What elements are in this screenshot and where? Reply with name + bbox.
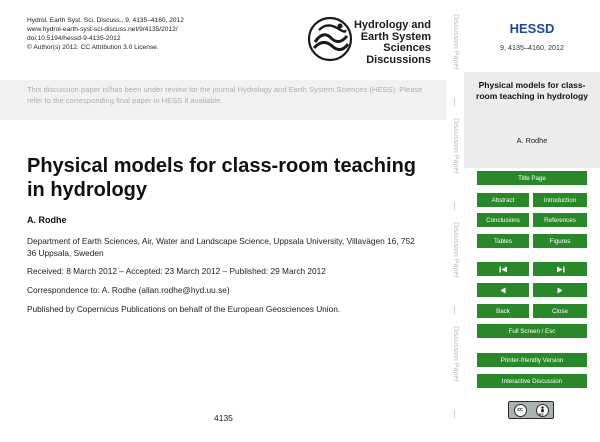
side-label: Discussion Paper: [452, 222, 461, 278]
citation-license: © Author(s) 2012. CC Attribution 3.0 License.: [27, 44, 159, 51]
conclusions-button[interactable]: Conclusions: [477, 213, 529, 227]
tables-button[interactable]: Tables: [477, 234, 529, 248]
back-button[interactable]: Back: [477, 304, 529, 318]
introduction-button[interactable]: Introduction: [533, 193, 587, 207]
abstract-button[interactable]: Abstract: [477, 193, 529, 207]
correspondence: Correspondence to: A. Rodhe (allan.rodhe@hyd.uu.se): [27, 285, 230, 295]
first-page-button[interactable]: [477, 262, 529, 276]
review-notice-text: This discussion paper is/has been under review for the journal Hydrology and Earth System Sciences (HESS). Please refer to the corresponding final paper in HESS if available.: [27, 85, 423, 105]
logo-line-3: Sciences: [383, 42, 431, 54]
logo-line-4: Discussions: [366, 53, 431, 66]
skip-last-icon: [556, 266, 565, 273]
journal-logo-text: [354, 20, 431, 66]
panel-author: A. Rodhe: [516, 136, 548, 145]
panel-title: Physical models for class-room teaching in hydrology: [476, 80, 588, 101]
arrow-left-icon: [500, 287, 506, 294]
creative-commons-icon: cc: [514, 404, 527, 417]
journal-abbreviation: HESSD: [509, 21, 555, 36]
side-divider: [454, 306, 455, 314]
side-label: Discussion Paper: [452, 14, 461, 70]
side-divider: [454, 98, 455, 106]
side-divider: [454, 410, 455, 418]
logo-line-1: Hydrology and: [353, 19, 431, 31]
references-button[interactable]: References: [533, 213, 587, 227]
side-label: Discussion Paper: [452, 118, 461, 174]
figures-button[interactable]: Figures: [533, 234, 587, 248]
citation-journal: Hydrol. Earth Syst. Sci. Discuss., 9, 4135–4160, 2012: [27, 17, 184, 24]
interactive-discussion-button[interactable]: Interactive Discussion: [477, 374, 587, 388]
printer-friendly-button[interactable]: Printer-friendly Version: [477, 353, 587, 367]
previous-page-button[interactable]: [477, 283, 529, 297]
full-screen-button[interactable]: Full Screen / Esc: [477, 324, 587, 338]
next-page-button[interactable]: [533, 283, 587, 297]
logo-line-2: Earth System: [360, 30, 431, 43]
discussion-paper-strip: [446, 0, 464, 442]
side-divider: [454, 202, 455, 210]
title-page-button[interactable]: Title Page: [477, 171, 587, 185]
skip-first-icon: [499, 266, 508, 273]
panel-title-box: [464, 72, 600, 168]
page-number: 4135: [214, 413, 233, 423]
journal-logo: [307, 16, 437, 72]
egu-logo-icon: [307, 16, 353, 62]
citation-url[interactable]: www.hydrol-earth-syst-sci-discuss.net/9/4135/2012/: [27, 26, 178, 33]
publication-dates: Received: 8 March 2012 – Accepted: 23 March 2012 – Published: 29 March 2012: [27, 266, 326, 276]
citation-doi: doi:10.5194/hessd-9-4135-2012: [27, 35, 121, 42]
arrow-right-icon: [557, 287, 563, 294]
paper-author: A. Rodhe: [27, 215, 67, 225]
cc-license-badge[interactable]: [508, 401, 554, 419]
license-by-label: BY: [539, 413, 544, 417]
citation-block: [27, 16, 184, 52]
close-button[interactable]: Close: [533, 304, 587, 318]
last-page-button[interactable]: [533, 262, 587, 276]
review-notice: [0, 80, 446, 120]
side-label: Discussion Paper: [452, 326, 461, 382]
journal-pages: 9, 4135–4160, 2012: [500, 43, 564, 52]
navigation-panel: [464, 0, 600, 442]
author-affiliation: Department of Earth Sciences, Air, Water and Landscape Science, Uppsala University, Villavägen 16, 752 36 Uppsala, Sweden: [27, 236, 415, 258]
paper-title: Physical models for class-room teaching in hydrology: [27, 155, 417, 201]
publisher-statement: Published by Copernicus Publications on behalf of the European Geosciences Union.: [27, 304, 341, 314]
